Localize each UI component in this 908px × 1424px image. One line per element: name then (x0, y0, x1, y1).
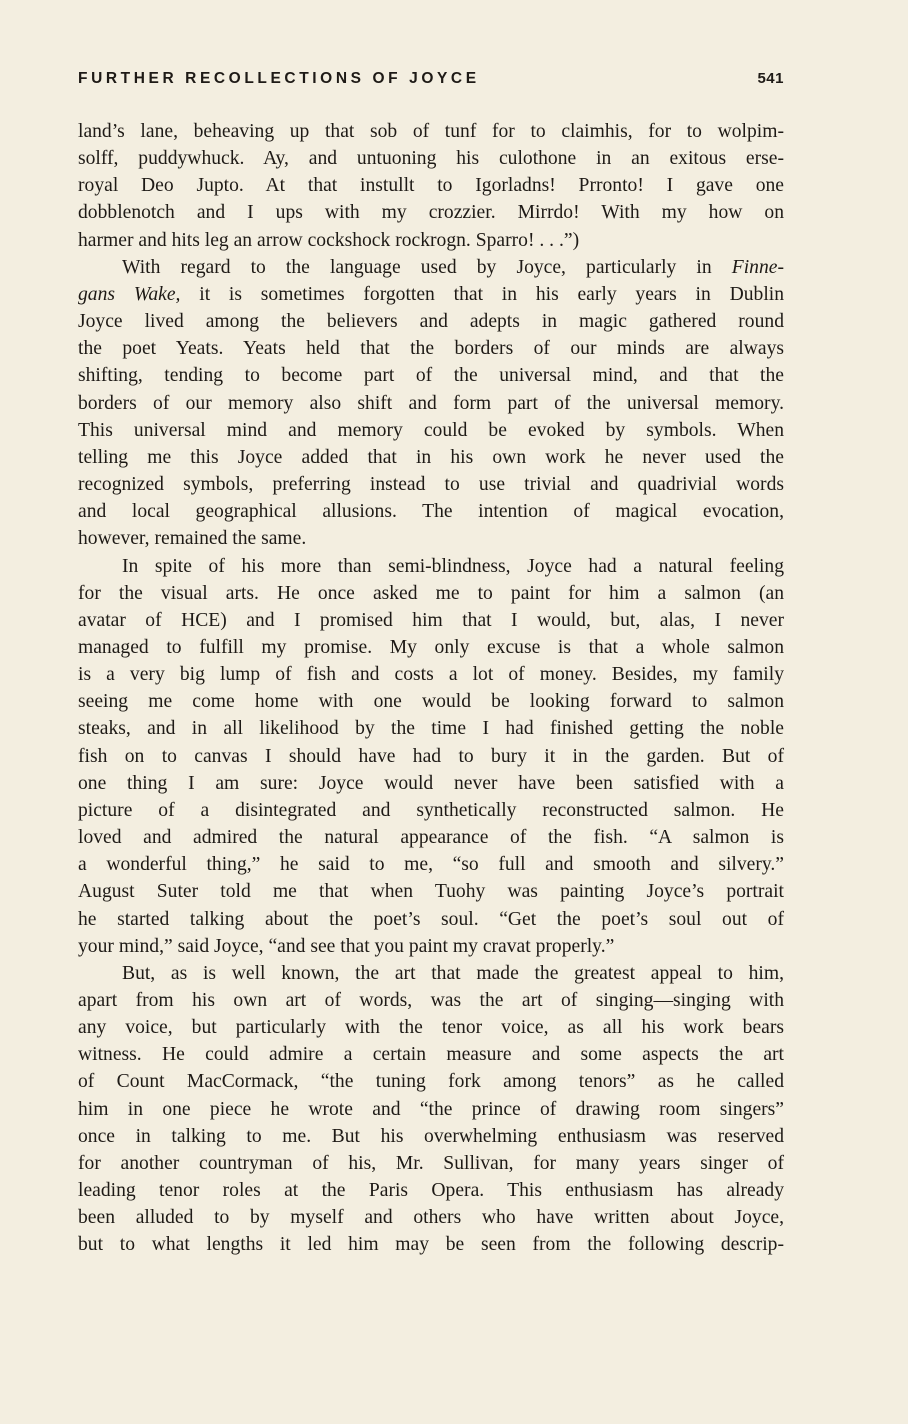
text-line: witness. He could admire a certain measure and some aspects the art (78, 1044, 784, 1066)
italic-title: Wake, (133, 283, 181, 305)
text-line: dobblenotch and I ups with my crozzier. Mirrdo! With my how on (78, 202, 784, 224)
text-line: any voice, but particularly with the tenor voice, as all his work bears (78, 1017, 784, 1039)
text-line: picture of a disintegrated and synthetically reconstructed salmon. He (78, 799, 784, 821)
text-line: once in talking to me. But his overwhelming enthusiasm was reserved (78, 1125, 784, 1147)
text-line: In spite of his more than semi-blindness, Joyce had a natural feeling (122, 555, 784, 577)
text-line: been alluded to by myself and others who have written about Joyce, (78, 1207, 784, 1229)
italic-title: Finne- (731, 256, 784, 278)
text-line: managed to fulfill my promise. My only excuse is that a whole salmon (78, 636, 784, 658)
text-line: him in one piece he wrote and “the prince of drawing room singers” (78, 1098, 784, 1120)
text-line: is a very big lump of fish and costs a lot of money. Besides, my family (78, 664, 784, 686)
text-line: loved and admired the natural appearance of the fish. “A salmon is (78, 827, 784, 849)
text-line: borders of our memory also shift and form part of the universal memory. (78, 392, 784, 414)
text-line: your mind,” said Joyce, “and see that you paint my cravat properly.” (78, 935, 615, 957)
text-line: of Count MacCormack, “the tuning fork among tenors” as he called (78, 1071, 784, 1093)
text-line: and local geographical allusions. The intention of magical evocation, (78, 501, 784, 523)
text-line: This universal mind and memory could be evoked by symbols. When (78, 419, 784, 441)
text-line: shifting, tending to become part of the universal mind, and that the (78, 365, 784, 387)
text-segment: With regard to the language used by Joyce, particularly in (122, 256, 712, 278)
text-line: fish on to canvas I should have had to bury it in the garden. But of (78, 745, 784, 767)
text-line: Joyce lived among the believers and adepts in magic gathered round (78, 311, 784, 333)
text-line: royal Deo Jupto. At that instullt to Igorladns! Prronto! I gave one (78, 175, 784, 197)
text-line: a wonderful thing,” he said to me, “so full and smooth and silvery.” (78, 854, 784, 876)
text-line: But, as is well known, the art that made the greatest appeal to him, (122, 962, 784, 984)
text-line: for the visual arts. He once asked me to paint for him a salmon (an (78, 582, 784, 604)
text-line: leading tenor roles at the Paris Opera. This enthusiasm has already (78, 1180, 784, 1202)
text-line: apart from his own art of words, was the art of singing—singing with (78, 990, 784, 1011)
text-line: he started talking about the poet’s soul. “Get the poet’s soul out of (78, 908, 784, 930)
text-line: recognized symbols, preferring instead to use trivial and quadrivial words (78, 474, 784, 496)
text-line: however, remained the same. (78, 528, 307, 550)
text-line: steaks, and in all likelihood by the time I had finished getting the noble (78, 718, 784, 740)
text-line: land’s lane, beheaving up that sob of tunf for to claimhis, for to wolpim- (78, 121, 784, 142)
text-line: solff, puddywhuck. Ay, and untuoning his culothone in an exitous erse- (78, 148, 784, 170)
text-line: the poet Yeats. Yeats held that the borders of our minds are always (78, 338, 784, 360)
body-text (78, 118, 784, 1259)
text-line: but to what lengths it led him may be seen from the following descrip- (78, 1234, 784, 1256)
paragraph (78, 118, 784, 254)
running-title: FURTHER RECOLLECTIONS OF JOYCE (78, 70, 480, 87)
text-line: August Suter told me that when Tuohy was painting Joyce’s portrait (78, 881, 784, 903)
paragraph (78, 960, 784, 1259)
page-number: 541 (757, 70, 784, 87)
text-line (78, 254, 784, 281)
text-line: seeing me come home with one would be looking forward to salmon (78, 691, 784, 713)
text-line: one thing I am sure: Joyce would never have been satisfied with a (78, 772, 784, 794)
text-line (78, 281, 784, 308)
text-line: for another countryman of his, Mr. Sullivan, for many years singer of (78, 1152, 784, 1174)
running-head (78, 70, 784, 88)
italic-title: gans (78, 283, 116, 305)
paragraph (78, 254, 784, 553)
paragraph (78, 553, 784, 960)
text-segment: it is sometimes forgotten that in his early years in Dublin (199, 283, 785, 305)
text-line: avatar of HCE) and I promised him that I would, but, alas, I never (78, 609, 784, 631)
text-line: telling me this Joyce added that in his own work he never used the (78, 446, 784, 468)
text-line: harmer and hits leg an arrow cockshock rockrogn. Sparro! . . .”) (78, 229, 580, 251)
